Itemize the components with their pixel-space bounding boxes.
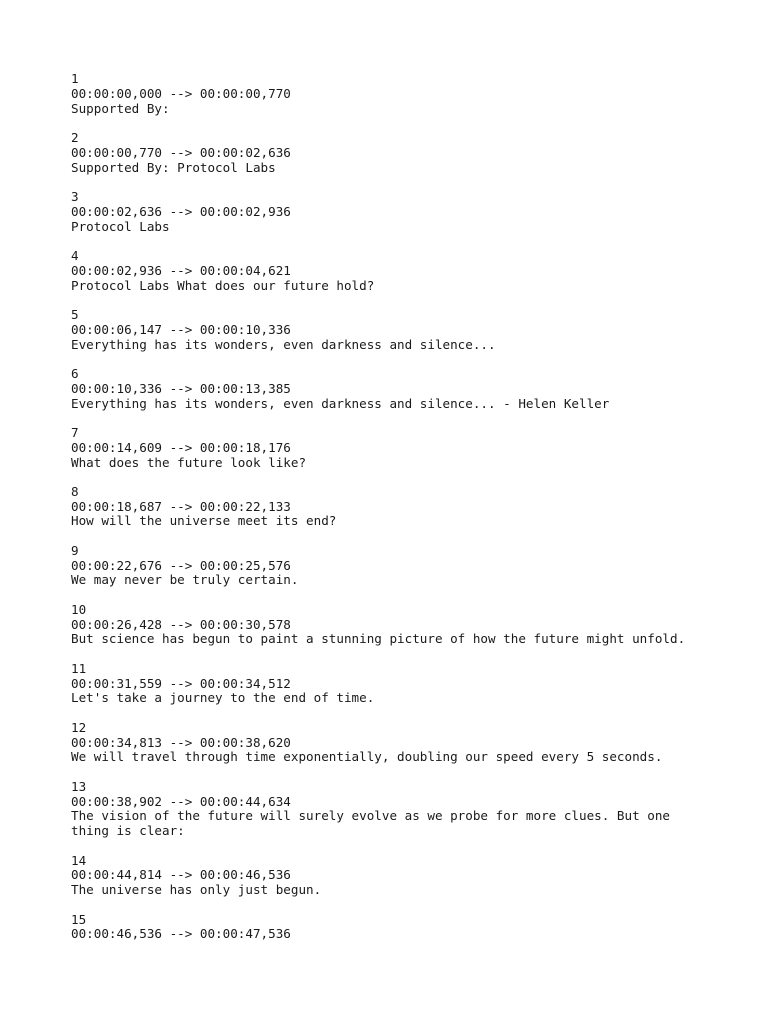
cue-index: 9 (71, 542, 79, 558)
cue-text: We will travel through time exponentially, doubling our speed every 5 seconds. (71, 749, 663, 765)
subtitle-cue (71, 913, 711, 943)
cue-text: But science has begun to paint a stunning picture of how the future might unfold. (71, 631, 686, 647)
cue-index: 3 (71, 188, 79, 204)
cue-timing: 00:00:26,428 --> 00:00:30,578 (71, 616, 291, 632)
cue-index: 5 (71, 306, 79, 322)
cue-index: 1 (71, 71, 79, 86)
cue-timing: 00:00:18,687 --> 00:00:22,133 (71, 498, 291, 514)
cue-timing: 00:00:14,609 --> 00:00:18,176 (71, 439, 291, 455)
cue-index: 11 (71, 660, 87, 676)
cue-text: We may never be truly certain. (71, 572, 299, 588)
cue-timing: 00:00:00,770 --> 00:00:02,636 (71, 144, 291, 160)
cue-timing: 00:00:00,000 --> 00:00:00,770 (71, 85, 291, 101)
cue-index: 15 (71, 911, 87, 927)
subtitle-cue (71, 544, 711, 588)
cue-text: The vision of the future will surely evolve as we probe for more clues. But one (71, 808, 670, 824)
cue-text: Everything has its wonders, even darkness and silence... - Helen Keller (71, 395, 610, 411)
cue-text: The universe has only just begun. (71, 882, 322, 898)
cue-index: 8 (71, 483, 79, 499)
cue-index: 6 (71, 365, 79, 381)
subtitle-cue (71, 190, 711, 234)
subtitle-cue (71, 308, 711, 352)
subtitle-cue (71, 426, 711, 470)
cue-timing: 00:00:46,536 --> 00:00:47,536 (71, 926, 291, 942)
cue-timing: 00:00:31,559 --> 00:00:34,512 (71, 675, 291, 691)
cue-timing: 00:00:34,813 --> 00:00:38,620 (71, 734, 291, 750)
cue-index: 13 (71, 778, 87, 794)
subtitle-document (71, 72, 711, 957)
cue-text: Protocol Labs (71, 218, 170, 234)
subtitle-cue (71, 780, 711, 839)
subtitle-cue (71, 603, 711, 647)
cue-text: Everything has its wonders, even darkness and silence... (71, 336, 496, 352)
cue-timing: 00:00:44,814 --> 00:00:46,536 (71, 867, 291, 883)
subtitle-cue (71, 367, 711, 411)
cue-text: Supported By: (71, 100, 170, 116)
subtitle-cue (71, 662, 711, 706)
cue-timing: 00:00:02,636 --> 00:00:02,936 (71, 203, 291, 219)
cue-timing: 00:00:22,676 --> 00:00:25,576 (71, 557, 291, 573)
cue-text-continued: thing is clear: (71, 823, 185, 839)
subtitle-cue (71, 72, 711, 116)
cue-text: How will the universe meet its end? (71, 513, 337, 529)
cue-timing: 00:00:10,336 --> 00:00:13,385 (71, 380, 291, 396)
cue-text: Protocol Labs What does our future hold? (71, 277, 375, 293)
cue-index: 2 (71, 129, 79, 145)
cue-index: 4 (71, 247, 79, 263)
cue-text: Let's take a journey to the end of time. (71, 690, 375, 706)
cue-index: 14 (71, 852, 87, 868)
cue-timing: 00:00:02,936 --> 00:00:04,621 (71, 262, 291, 278)
subtitle-cue (71, 131, 711, 175)
subtitle-cue (71, 854, 711, 898)
cue-index: 7 (71, 424, 79, 440)
subtitle-cue (71, 721, 711, 765)
subtitle-cue (71, 249, 711, 293)
cue-text: Supported By: Protocol Labs (71, 159, 276, 175)
cue-timing: 00:00:06,147 --> 00:00:10,336 (71, 321, 291, 337)
cue-timing: 00:00:38,902 --> 00:00:44,634 (71, 793, 291, 809)
cue-index: 10 (71, 601, 87, 617)
cue-index: 12 (71, 719, 87, 735)
subtitle-cue (71, 485, 711, 529)
cue-text: What does the future look like? (71, 454, 307, 470)
